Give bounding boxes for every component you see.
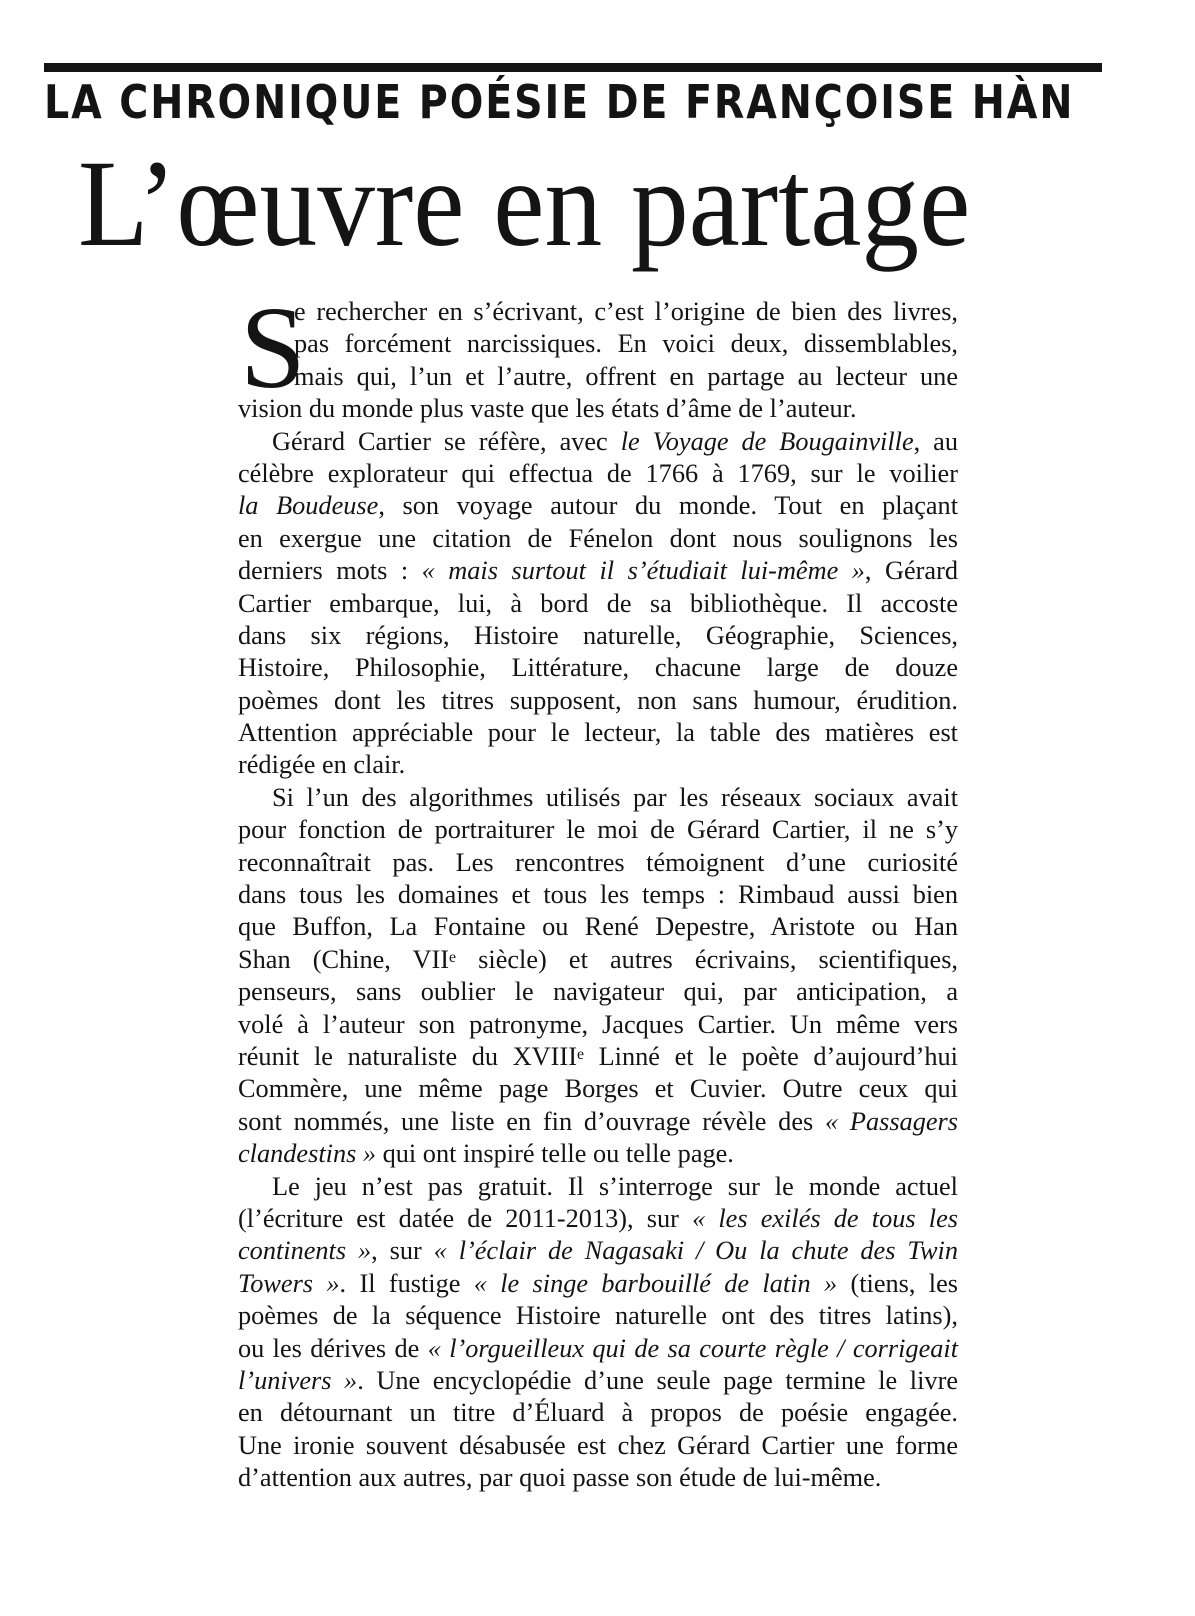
text-line	[238, 1073, 958, 1105]
text-run: , sur	[371, 1236, 434, 1266]
article-body	[238, 282, 959, 1494]
text-run: dans tous les domaines et tous les temps : Rimbaud aussi bien	[238, 880, 958, 910]
italic-text: « Passagers	[824, 1106, 958, 1136]
text-line	[238, 426, 958, 458]
text-run: Linné et le poète d’aujourd’hui	[583, 1041, 958, 1071]
article-paragraph	[238, 1171, 958, 1495]
text-run: que Buffon, La Fontaine ou René Depestre, Aristote ou Han	[238, 912, 958, 942]
text-run: Commère, une même page Borges et Cuvier. Outre ceux qui	[238, 1074, 958, 1104]
text-line	[238, 393, 958, 425]
text-run: d’attention aux autres, par quoi passe son étude de lui-même.	[238, 1463, 882, 1493]
text-line	[238, 717, 958, 749]
text-line	[238, 782, 958, 814]
text-line	[238, 458, 958, 490]
article-paragraph	[238, 426, 958, 782]
text-line	[238, 1397, 958, 1429]
text-line	[238, 976, 958, 1008]
drop-cap: S	[240, 282, 306, 413]
text-run: Histoire, Philosophie, Littérature, chacune large de douze	[238, 653, 958, 683]
text-run: poèmes dont les titres supposent, non sans humour, érudition.	[238, 685, 958, 715]
text-line	[238, 944, 958, 976]
text-run: Attention appréciable pour le lecteur, la table des matières est	[238, 718, 958, 748]
text-run: Une ironie souvent désabusée est chez Gérard Cartier une forme	[238, 1430, 958, 1460]
italic-text: « l’orgueilleux qui de sa courte règle / corrigeait	[427, 1333, 958, 1363]
text-run: poèmes de la séquence Histoire naturelle ont des titres latins),	[238, 1301, 958, 1331]
text-run: derniers mots :	[238, 556, 422, 586]
text-run: , Gérard	[864, 556, 958, 586]
italic-text: clandestins »	[238, 1139, 377, 1169]
text-line	[238, 1430, 958, 1462]
text-line	[238, 361, 958, 393]
text-run: . Une encyclopédie d’une seule page termine le livre	[357, 1365, 958, 1395]
text-line	[238, 749, 958, 781]
text-run: , son voyage autour du monde. Tout en plaçant	[378, 491, 959, 521]
italic-text: l’univers »	[238, 1365, 358, 1395]
text-line	[238, 1462, 958, 1494]
text-run: pas forcément narcissiques. En voici deux, dissemblables,	[294, 329, 958, 359]
text-run: , au	[913, 426, 958, 456]
text-run: réunit le naturaliste du XVIII	[238, 1041, 577, 1071]
text-line	[238, 652, 958, 684]
text-line	[238, 1009, 958, 1041]
text-run: . Il fustige	[339, 1268, 474, 1298]
text-line	[238, 523, 958, 555]
text-run: Shan (Chine, VII	[238, 944, 450, 974]
text-line	[238, 1041, 958, 1073]
text-line	[238, 1138, 958, 1170]
text-run: Gérard Cartier se réfère, avec	[272, 426, 621, 456]
text-line	[238, 911, 958, 943]
text-line	[238, 814, 958, 846]
text-line	[238, 620, 958, 652]
text-run: reconnaîtrait pas. Les rencontres témoignent d’une curiosité	[238, 847, 958, 877]
article-paragraph	[238, 782, 958, 1171]
text-line	[238, 588, 958, 620]
text-line	[238, 879, 958, 911]
superscript: e	[576, 1045, 584, 1063]
text-line	[238, 490, 958, 522]
text-line	[238, 1203, 958, 1235]
text-line	[238, 1235, 958, 1267]
italic-text: « le singe barbouillé de latin »	[473, 1268, 838, 1298]
text-line	[238, 685, 958, 717]
text-run: volé à l’auteur son patronyme, Jacques Cartier. Un même vers	[238, 1009, 958, 1039]
text-run: penseurs, sans oublier le navigateur qui, par anticipation, a	[238, 977, 958, 1007]
text-line	[238, 296, 958, 328]
article-paragraph	[238, 282, 958, 426]
italic-text: « mais surtout il s’étudiait lui-même »	[421, 556, 865, 586]
superscript: e	[449, 948, 457, 966]
text-run: Cartier embarque, lui, à bord de sa bibliothèque. Il accoste	[238, 588, 958, 618]
italic-text: le Voyage de Bougainville	[620, 426, 914, 456]
text-run: qui ont inspiré telle ou telle page.	[376, 1139, 734, 1169]
text-run: rédigée en clair.	[238, 750, 406, 780]
italic-text: Towers »	[238, 1268, 340, 1298]
text-line	[238, 1171, 958, 1203]
text-run: siècle) et autres écrivains, scientifiques,	[456, 944, 959, 974]
italic-text: la Boudeuse	[238, 491, 379, 521]
article-title: L’œuvre en partage	[78, 135, 971, 272]
text-line	[238, 328, 958, 360]
text-run: pour fonction de portraiturer le moi de Gérard Cartier, il ne s’y	[238, 815, 958, 845]
text-run: Le jeu n’est pas gratuit. Il s’interroge sur le monde actuel	[272, 1171, 958, 1201]
italic-text: « l’éclair de Nagasaki / Ou la chute des Twin	[433, 1236, 959, 1266]
text-run: (tiens, les	[837, 1268, 959, 1298]
column-kicker: LA CHRONIQUE POÉSIE DE FRANÇOISE HÀN	[44, 75, 1075, 129]
text-run: sont nommés, une liste en fin d’ouvrage révèle des	[238, 1106, 825, 1136]
text-line	[238, 1268, 958, 1300]
text-line	[238, 1365, 958, 1397]
text-line	[238, 1106, 958, 1138]
italic-text: continents »	[238, 1236, 372, 1266]
italic-text: « les exilés de tous les	[692, 1203, 958, 1233]
text-run: (l’écriture est datée de 2011-2013), sur	[238, 1203, 693, 1233]
text-line	[238, 555, 958, 587]
text-line	[238, 1300, 958, 1332]
text-line	[238, 1333, 958, 1365]
text-run: en exergue une citation de Fénelon dont nous soulignons les	[238, 523, 958, 553]
header-rule	[44, 63, 1102, 72]
text-run: Si l’un des algorithmes utilisés par les réseaux sociaux avait	[272, 782, 958, 812]
text-run: en détournant un titre d’Éluard à propos de poésie engagée.	[238, 1398, 958, 1428]
text-run: célèbre explorateur qui effectua de 1766 à 1769, sur le voilier	[238, 458, 958, 488]
text-line	[238, 847, 958, 879]
text-run: ou les dérives de	[238, 1333, 428, 1363]
text-run: mais qui, l’un et l’autre, offrent en partage au lecteur une	[294, 361, 958, 391]
text-run: dans six régions, Histoire naturelle, Géographie, Sciences,	[238, 620, 958, 650]
text-run: e rechercher en s’écrivant, c’est l’origine de bien des livres,	[294, 297, 958, 326]
text-run: vision du monde plus vaste que les états d’âme de l’auteur.	[238, 394, 857, 424]
